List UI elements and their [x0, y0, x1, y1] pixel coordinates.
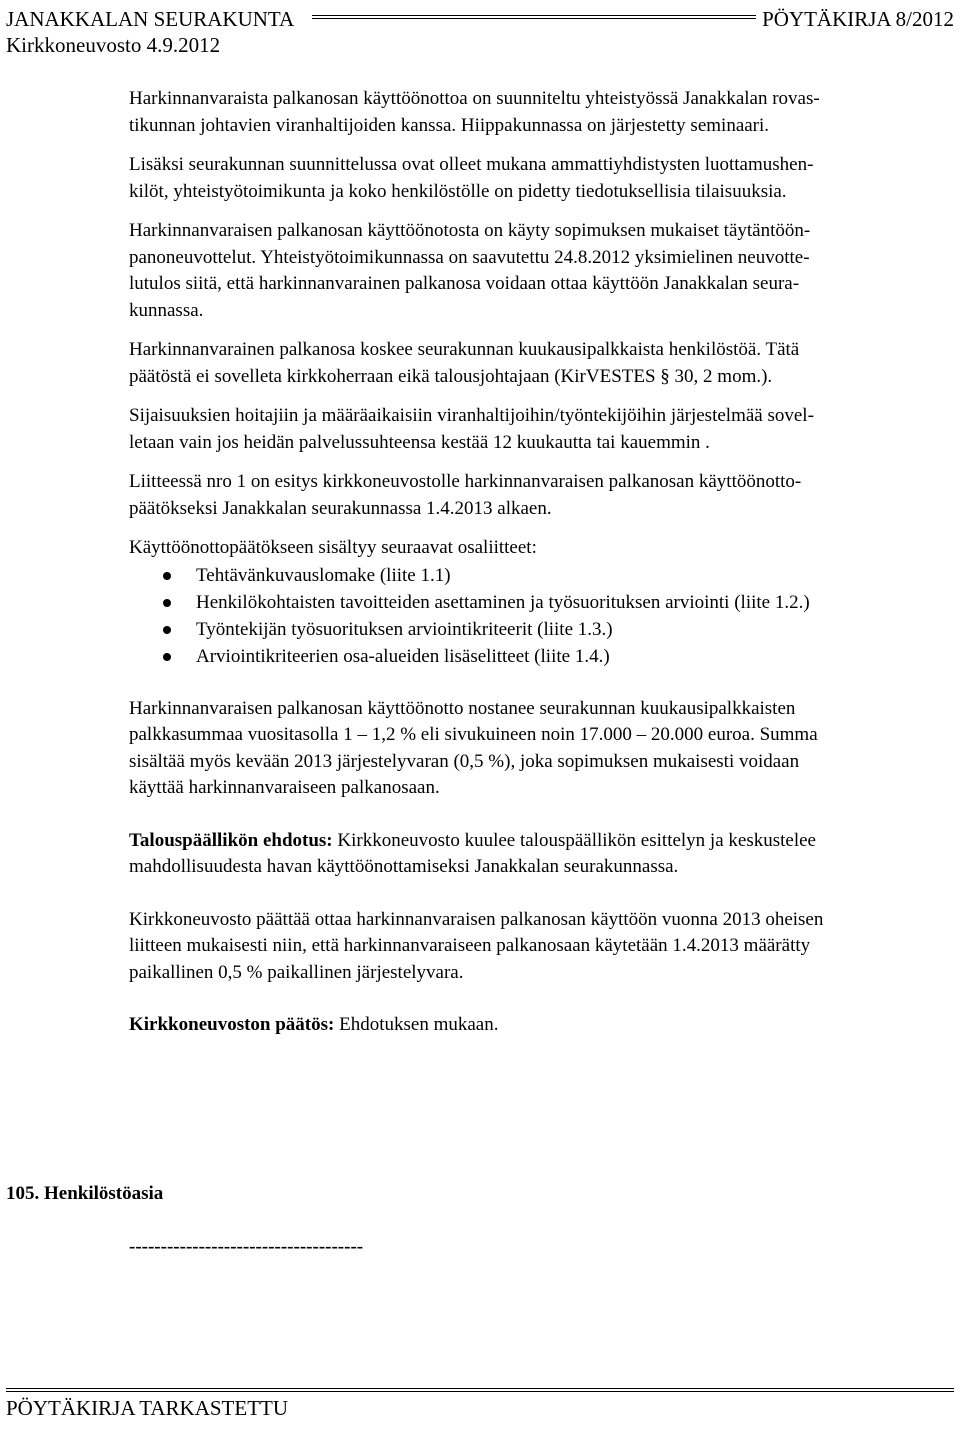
meeting-date: Kirkkoneuvosto 4.9.2012	[6, 33, 221, 57]
page-footer	[6, 1388, 954, 1422]
paragraph-proposal: Talouspäällikön ehdotus: Kirkkoneuvosto kuulee talouspäällikön esittelyn ja keskustelee mahdollisuudesta havan käyttöönottamiseksi Janakkalan seurakunnassa.	[129, 829, 816, 877]
bullet-icon	[163, 599, 171, 607]
paragraph-participation: Lisäksi seurakunnan suunnittelussa ovat olleet mukana ammattiyhdistysten luottamushen- kilöt, yhteistyötoimikunta ja koko henkilöstölle on pidetty tiedotuksellisia tilaisuuksia.	[129, 154, 814, 202]
section-separator: -------------------------------------	[129, 1236, 364, 1257]
document-number: PÖYTÄKIRJA 8/2012	[756, 6, 954, 32]
proposal-label: Talouspäällikön ehdotus:	[129, 829, 333, 851]
list-item: Työntekijän työsuorituksen arviointikriteerit (liite 1.3.)	[129, 616, 929, 643]
header-top-row	[6, 6, 954, 32]
paragraph-scope: Harkinnanvarainen palkanosa koskee seurakunnan kuukausipalkkaista henkilöstöä. Tätä päätöstä ei sovelleta kirkkoherraan eikä talousjohtajaan (KirVESTES § 30, 2 mom.).	[129, 339, 800, 387]
section-title: 105. Henkilöstöasia	[6, 1183, 164, 1204]
paragraph-substitutes: Sijaisuuksien hoitajiin ja määräaikaisiin viranhaltijoihin/työntekijöihin järjestelmää sovel- letaan vain jos heidän palvelussuhteensa kestää 12 kuukautta tai kauemmin .	[129, 405, 814, 453]
paragraph-costs: Harkinnanvaraisen palkanosan käyttöönotto nostanee seurakunnan kuukausipalkkaisten palkkasummaa vuositasolla 1 – 1,2 % eli sivukuineen noin 17.000 – 20.000 euroa. Summa sisältää myös kevään 2013 järjestelyvaran (0,5 %), joka sopimuksen mukaisesti voidaan käyttää harkinnanvaraiseen palkanosaan.	[129, 697, 818, 798]
bullet-icon	[163, 572, 171, 580]
paragraph-attachment-one: Liitteessä nro 1 on esitys kirkkoneuvostolle harkinnanvaraisen palkanosan käyttöönotto- päätökseksi Janakkalan seurakunnassa 1.4.2013 alkaen.	[129, 471, 802, 519]
bullet-icon	[163, 626, 171, 634]
paragraph-resolution-text: Kirkkoneuvosto päättää ottaa harkinnanvaraisen palkanosan käyttöön vuonna 2013 oheisen liitteen mukaisesti niin, että harkinnanvaraiseen palkanosaan käytetään 1.4.2013 määrätty paikallinen 0,5 % paikallinen järjestelyvara.	[129, 908, 824, 983]
page-header	[6, 6, 954, 58]
list-item: Tehtävänkuvauslomake (liite 1.1)	[129, 562, 929, 589]
bullet-icon	[163, 653, 171, 661]
footer-rule	[6, 1388, 954, 1392]
decision-label: Kirkkoneuvoston päätös:	[129, 1014, 335, 1035]
list-item: Henkilökohtaisten tavoitteiden asettaminen ja työsuorituksen arviointi (liite 1.2.)	[129, 589, 929, 616]
paragraph-decision: Kirkkoneuvoston päätös: Ehdotuksen mukaan.	[129, 1014, 499, 1035]
document-body	[129, 86, 929, 1052]
paragraph-planning: Harkinnanvaraista palkanosan käyttöönottoa on suunniteltu yhteistyössä Janakkalan rovas- tikunnan johtavien viranhaltijoiden kanssa. Hiippakunnassa on järjestetty seminaari.	[129, 88, 820, 136]
paragraph-negotiations: Harkinnanvaraisen palkanosan käyttöönotosta on käyty sopimuksen mukaiset täytäntöön- panoneuvottelut. Yhteistyötoimikunnassa on saavutettu 24.8.2012 yksimielinen neuvotte- lutulos siitä, että harkinnanvarainen palkanosa voidaan ottaa käyttöön Janakkalan seura- kunnassa.	[129, 220, 811, 321]
footer-text: PÖYTÄKIRJA TARKASTETTU	[6, 1396, 289, 1420]
paragraph-attachments-intro: Käyttöönottopäätökseen sisältyy seuraavat osaliitteet:	[129, 537, 537, 558]
list-item: Arviointikriteerien osa-alueiden lisäselitteet (liite 1.4.)	[129, 643, 929, 670]
attachments-list	[129, 562, 929, 670]
organization-name: JANAKKALAN SEURAKUNTA	[6, 6, 300, 32]
